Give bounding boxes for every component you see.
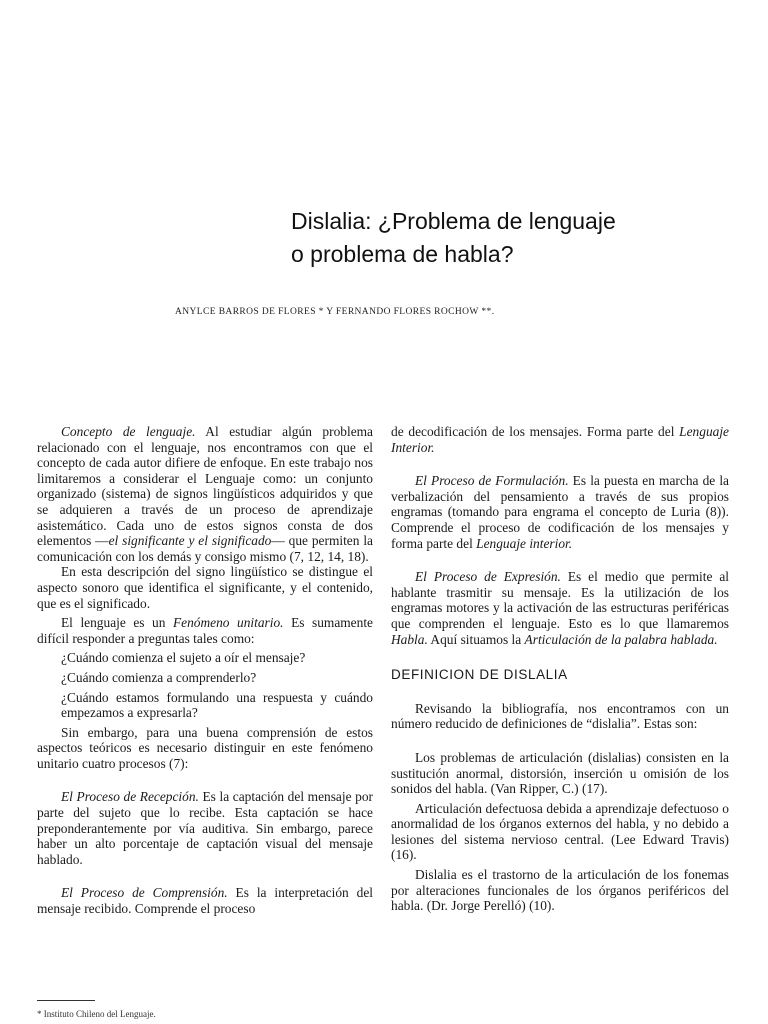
footnote-rule: [37, 1000, 95, 1001]
definition-van-ripper: Los problemas de articulación (dislalias) consisten en la sustitución anormal, distorsión, inserción u omisión de los sonidos del habla. (Van Ripper, C.) (17).: [391, 749, 729, 797]
footnote: * Instituto Chileno del Lenguaje.: [37, 1009, 156, 1019]
concepto-label: Concepto de lenguaje.: [61, 424, 196, 439]
left-column: [37, 424, 373, 917]
right-column: [391, 424, 729, 914]
authors-line: ANYLCE BARROS DE FLORES * Y FERNANDO FLORES ROCHOW **.: [175, 307, 495, 317]
definition-perello: Dislalia es el trastorno de la articulación de los fonemas por alteraciones funcionales de los órganos periféricos del habla. (Dr. Jorge Perelló) (10).: [391, 867, 729, 914]
paragraph-signo: En esta descripción del signo lingüístico se distingue el aspecto sonoro que identifica el significante, y el contenido, que es el significado.: [37, 564, 373, 611]
paragraph-fenomeno: El lenguaje es un Fenómeno unitario. Es sumamente difícil responder a preguntas tales como:: [37, 615, 373, 646]
paragraph-procesos: Sin embargo, para una buena comprensión de estos aspectos teóricos es necesario distinguir en este fenómeno unitario cuatro procesos (7):: [37, 724, 373, 771]
paragraph-recepcion: El Proceso de Recepción. Es la captación del mensaje por parte del sujeto que lo recibe. Esta captación se hace preponderantemente por vía auditiva. Sin embargo, parece haber un alto porcentaje de captación visual del mensaje hablado.: [37, 789, 373, 867]
paragraph-formulacion: El Proceso de Formulación. Es la puesta en marcha de la verbalización del pensamiento a través de sus propios engramas (tomando para engrama el concepto de Luria (8)). Comprende el proceso de codificación de los mensajes y forma parte del Lenguaje interior.: [391, 473, 730, 551]
paragraph-decodificacion: de decodificación de los mensajes. Forma parte del Lenguaje Interior.: [391, 424, 729, 455]
question-2: ¿Cuándo comienza a comprenderlo?: [61, 669, 257, 685]
title-line-2: o problema de habla?: [291, 241, 514, 267]
definition-travis: Articulación defectuosa debida a aprendizaje defectuoso o anormalidad de los órganos externos del habla, y no debido a lesiones del sistema nervioso central. (Lee Edward Travis) (16).: [391, 800, 729, 863]
question-3: ¿Cuándo estamos formulando una respuesta y cuándo empezamos a expresarla?: [61, 689, 373, 721]
section-heading-dislalia: DEFINICION DE DISLALIA: [391, 667, 568, 683]
question-1: ¿Cuándo comienza el sujeto a oír el mensaje?: [61, 650, 306, 666]
paragraph-expresion: El Proceso de Expresión. Es el medio que permite al hablante trasmitir su mensaje. Es la utilización de los engramas motores y la activación de las estructuras periféricas que comprenden el lenguaje. Esto es lo que llamaremos Habla. Aquí situamos la Articulación de la palabra hablada.: [391, 569, 729, 647]
paragraph-bibliografia: Revisando la bibliografía, nos encontramos con un número reducido de definiciones de “dislalia”. Estas son:: [391, 700, 729, 732]
paragraph-comprension: El Proceso de Comprensión. Es la interpretación del mensaje recibido. Comprende el proceso: [37, 885, 373, 917]
article-title: [291, 205, 731, 271]
title-line-1: Dislalia: ¿Problema de lenguaje: [291, 208, 616, 234]
paragraph-concepto: Concepto de lenguaje. Al estudiar algún problema relacionado con el lenguaje, nos encontramos con que el concepto de cada autor difiere de enfoque. En este trabajo nos limitaremos a considerar el Lenguaje como: un conjunto organizado (sistema) de signos lingüísticos adquiridos y que se adquieren a través de un proceso de aprendizaje asistemático. Cada uno de estos signos consta de dos elementos —el significante y el significado— que permiten la comunicación con los demás y consigo mismo (7, 12, 14, 18).: [37, 424, 373, 564]
